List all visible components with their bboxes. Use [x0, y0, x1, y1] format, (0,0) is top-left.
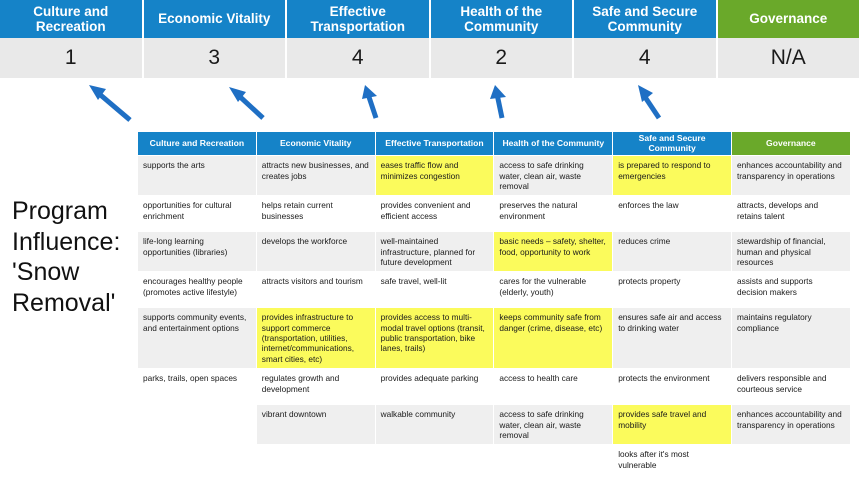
upward-arrow-2 [229, 87, 263, 118]
matrix-cell-6-0 [138, 405, 257, 445]
priority-header-1: Economic Vitality [144, 0, 288, 38]
matrix-cell-2-2: well-maintained infrastructure, planned for future development [375, 232, 494, 272]
matrix-cell-5-5: delivers responsible and courteous service [731, 369, 850, 405]
matrix-cell-3-4: protects property [613, 272, 732, 308]
matrix-col-header-0: Culture and Recreation [138, 132, 257, 156]
table-row [138, 405, 851, 445]
table-row [138, 156, 851, 196]
table-row [138, 232, 851, 272]
matrix-cell-2-4: reduces crime [613, 232, 732, 272]
matrix-cell-7-5 [731, 445, 850, 481]
matrix-cell-6-1: vibrant downtown [256, 405, 375, 445]
matrix-cell-5-3: access to health care [494, 369, 613, 405]
matrix-col-header-1: Economic Vitality [256, 132, 375, 156]
matrix-cell-2-5: stewardship of financial, human and physical resources [731, 232, 850, 272]
matrix-col-header-4: Safe and Secure Community [613, 132, 732, 156]
matrix-cell-5-1: regulates growth and development [256, 369, 375, 405]
matrix-cell-3-2: safe travel, well-lit [375, 272, 494, 308]
score-value-2: 4 [287, 38, 431, 78]
matrix-cell-2-0: life-long learning opportunities (libraries) [138, 232, 257, 272]
matrix-cell-1-3: preserves the natural environment [494, 196, 613, 232]
strategic-priorities-header [0, 0, 859, 38]
matrix-col-header-5: Governance [731, 132, 850, 156]
arrow-group [89, 85, 659, 120]
matrix-col-header-3: Health of the Community [494, 132, 613, 156]
table-row [138, 369, 851, 405]
table-row [138, 308, 851, 369]
upward-arrow-4 [490, 85, 506, 118]
matrix-cell-6-3: access to safe drinking water, clean air, waste removal [494, 405, 613, 445]
arrow-layer [0, 78, 859, 134]
score-value-5: N/A [718, 38, 859, 78]
matrix-cell-0-3: access to safe drinking water, clean air, waste removal [494, 156, 613, 196]
matrix-cell-3-0: encourages healthy people (promotes active lifestyle) [138, 272, 257, 308]
priority-header-0: Culture and Recreation [0, 0, 144, 38]
upward-arrow-5 [638, 85, 659, 118]
matrix-cell-3-1: attracts visitors and tourism [256, 272, 375, 308]
score-value-1: 3 [144, 38, 288, 78]
matrix-cell-7-0 [138, 445, 257, 481]
matrix-cell-7-1 [256, 445, 375, 481]
upward-arrow-1 [89, 85, 130, 120]
matrix-cell-3-3: cares for the vulnerable (elderly, youth) [494, 272, 613, 308]
matrix-cell-0-2: eases traffic flow and minimizes congestion [375, 156, 494, 196]
matrix-cell-7-3 [494, 445, 613, 481]
upward-arrow-3 [362, 85, 377, 118]
matrix-cell-6-4: provides safe travel and mobility [613, 405, 732, 445]
matrix-cell-7-4: looks after it's most vulnerable [613, 445, 732, 481]
matrix-header-row [138, 132, 851, 156]
matrix-cell-4-0: supports community events, and entertainment options [138, 308, 257, 369]
matrix-cell-4-5: maintains regulatory compliance [731, 308, 850, 369]
matrix-cell-6-2: walkable community [375, 405, 494, 445]
score-value-3: 2 [431, 38, 575, 78]
matrix-cell-4-4: ensures safe air and access to drinking water [613, 308, 732, 369]
table-row [138, 272, 851, 308]
matrix-cell-1-2: provides convenient and efficient access [375, 196, 494, 232]
program-influence-caption: Program Influence: 'Snow Removal' [12, 196, 134, 318]
matrix-cell-7-2 [375, 445, 494, 481]
priority-header-5: Governance [718, 0, 859, 38]
score-value-0: 1 [0, 38, 144, 78]
matrix-cell-4-1: provides infrastructure to support commerce (transportation, utilities, internet/communications, smart cities, etc) [256, 308, 375, 369]
priority-header-2: Effective Transportation [287, 0, 431, 38]
matrix-cell-3-5: assists and supports decision makers [731, 272, 850, 308]
matrix-cell-1-5: attracts, develops and retains talent [731, 196, 850, 232]
matrix-cell-0-1: attracts new businesses, and creates jobs [256, 156, 375, 196]
matrix-cell-2-1: develops the workforce [256, 232, 375, 272]
table-row [138, 196, 851, 232]
matrix-cell-1-4: enforces the law [613, 196, 732, 232]
matrix-cell-5-2: provides adequate parking [375, 369, 494, 405]
matrix-cell-6-5: enhances accountability and transparency in operations [731, 405, 850, 445]
matrix-cell-5-4: protects the environment [613, 369, 732, 405]
matrix-cell-4-3: keeps community safe from danger (crime, disease, etc) [494, 308, 613, 369]
score-row [0, 38, 859, 78]
score-value-4: 4 [574, 38, 718, 78]
matrix-body [138, 156, 851, 481]
matrix-cell-1-1: helps retain current businesses [256, 196, 375, 232]
matrix-cell-0-4: is prepared to respond to emergencies [613, 156, 732, 196]
priority-header-3: Health of the Community [431, 0, 575, 38]
matrix-cell-5-0: parks, trails, open spaces [138, 369, 257, 405]
matrix-col-header-2: Effective Transportation [375, 132, 494, 156]
priority-header-4: Safe and Secure Community [574, 0, 718, 38]
matrix-cell-4-2: provides access to multi-modal travel options (transit, public transportation, bike lanes, trails) [375, 308, 494, 369]
matrix-cell-0-0: supports the arts [138, 156, 257, 196]
influence-matrix [137, 131, 851, 481]
arrows-svg [0, 78, 859, 134]
matrix-cell-0-5: enhances accountability and transparency in operations [731, 156, 850, 196]
table-row [138, 445, 851, 481]
matrix-cell-1-0: opportunities for cultural enrichment [138, 196, 257, 232]
matrix-cell-2-3: basic needs – safety, shelter, food, opportunity to work [494, 232, 613, 272]
